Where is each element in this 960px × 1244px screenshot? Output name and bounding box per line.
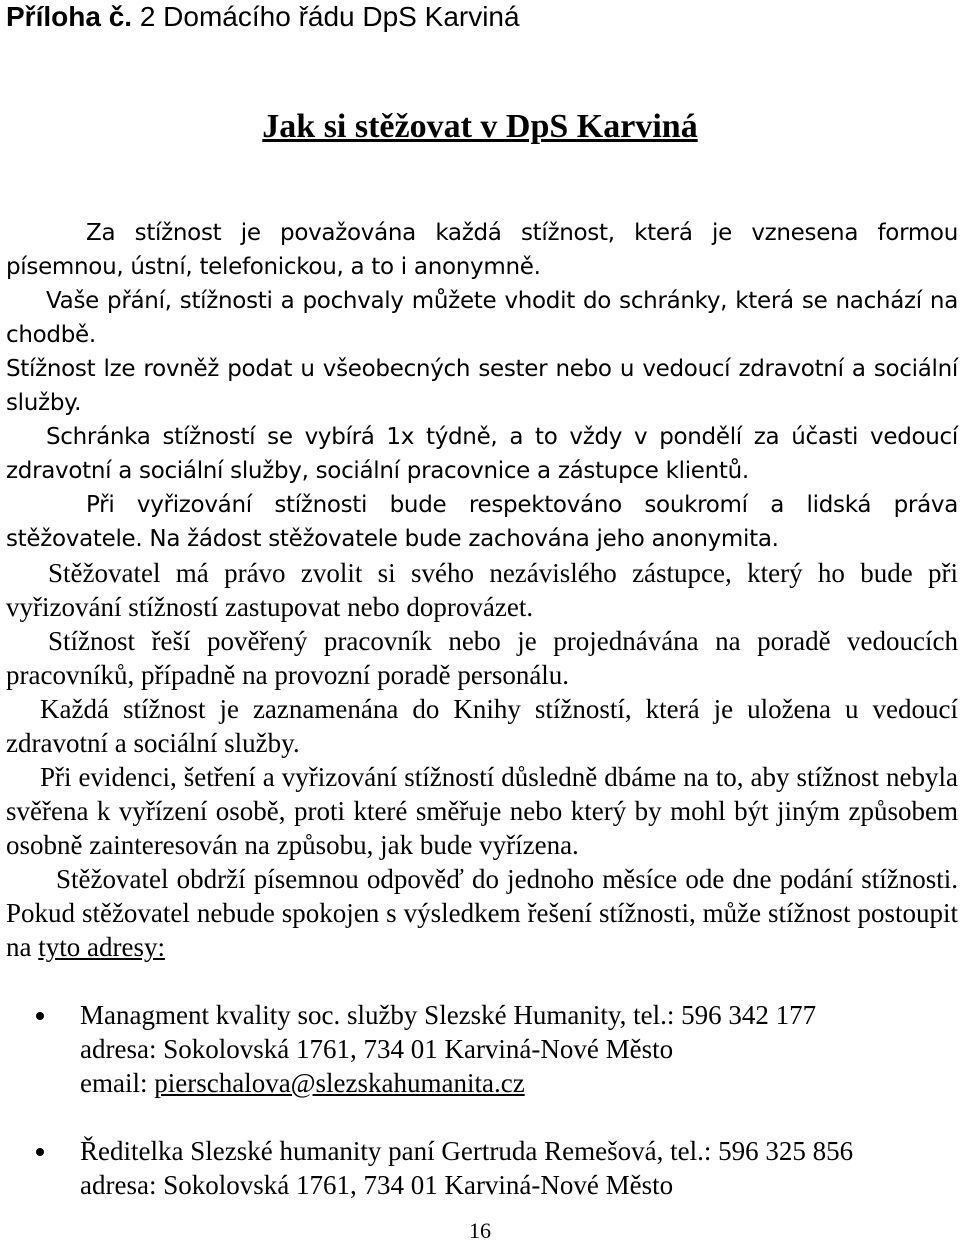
- contact-email-line: [80, 1066, 816, 1100]
- paragraph-impartiality: Při evidenci, šetření a vyřizování stížností důsledně dbáme na to, aby stížnost nebyla svěřena k vyřízení osobě, proti které směřuje nebo který by mohl být jiným způsobem osobně zainteresován na způsobu, jak bude vyřízena.: [6, 762, 958, 860]
- paragraph-handling: Stížnost řeší pověřený pracovník nebo je projednávána na poradě vedoucích pracovníků, případně na provozní poradě personálu.: [6, 626, 958, 690]
- paragraph-privacy: Při vyřizování stížnosti bude respektováno soukromí a lidská práva stěžovatele. Na žádost stěžovatele bude zachována jeho anonymita.: [6, 492, 958, 552]
- page-number: 16: [469, 1218, 491, 1243]
- contact-name-phone: Managment kvality soc. služby Slezské Humanity, tel.: 596 342 177: [80, 1000, 817, 1030]
- bullet-icon: [36, 1012, 44, 1020]
- contact-address: adresa: Sokolovská 1761, 734 01 Karviná-Nové Město: [80, 1170, 674, 1200]
- page-title: Jak si stěžovat v DpS Karviná: [262, 108, 698, 145]
- paragraph-response-text: Stěžovatel obdrží písemnou odpověď do jednoho měsíce ode dne podání stížnosti. Pokud stěžovatel nebude spokojen s výsledkem řešení stížnosti, může stížnost postoupit na: [6, 864, 958, 962]
- appendix-title: 2 Domácího řádu DpS Karviná: [132, 1, 520, 32]
- appendix-label: Příloha č.: [6, 1, 133, 32]
- paragraph-nurses: Stížnost lze rovněž podat u všeobecných sester nebo u vedoucí zdravotní a sociální služby.: [6, 356, 958, 416]
- paragraph-mailbox: Vaše přání, stížnosti a pochvaly můžete vhodit do schránky, která se nachází na chodbě.: [6, 288, 958, 348]
- bullet-icon: [36, 1148, 44, 1156]
- contact-email-label: email:: [80, 1068, 155, 1098]
- paragraph-response: [6, 862, 958, 964]
- contact-email-link[interactable]: pierschalova@slezskahumanita.cz: [154, 1068, 525, 1098]
- contact-name-phone: Ředitelka Slezské humanity paní Gertruda Remešová, tel.: 596 325 856: [80, 1136, 854, 1166]
- paragraph-record-book: Každá stížnost je zaznamenána do Knihy stížností, která je uložena u vedoucí zdravotní a sociální služby.: [6, 694, 958, 758]
- addresses-link[interactable]: tyto adresy:: [38, 932, 165, 962]
- paragraph-representative: Stěžovatel má právo zvolit si svého nezávislého zástupce, který ho bude při vyřizování stížností zastupovat nebo doprovázet.: [6, 558, 958, 622]
- paragraph-definition: Za stížnost je považována každá stížnost, která je vznesena formou písemnou, ústní, telefonickou, a to i anonymně.: [6, 220, 958, 280]
- appendix-header: [6, 0, 520, 34]
- paragraph-collection: Schránka stížností se vybírá 1x týdně, a to vždy v pondělí za účasti vedoucí zdravotní a sociální služby, sociální pracovnice a zástupce klientů.: [6, 424, 958, 484]
- contact-address: adresa: Sokolovská 1761, 734 01 Karviná-Nové Město: [80, 1034, 674, 1064]
